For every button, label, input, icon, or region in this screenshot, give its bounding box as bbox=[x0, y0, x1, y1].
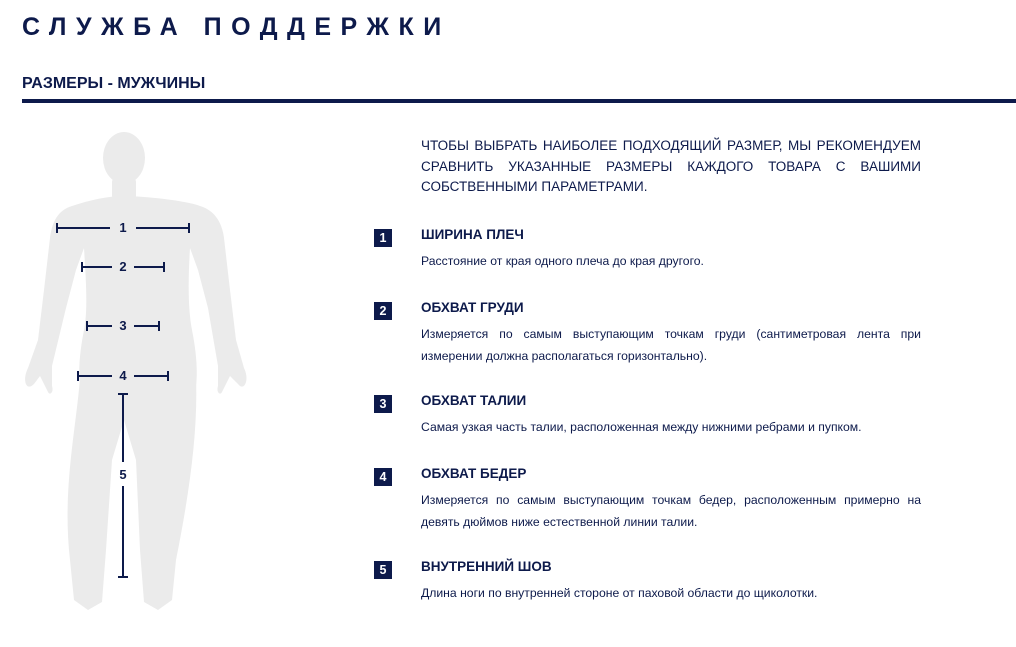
measurement-title: ВНУТРЕННИЙ ШОВ bbox=[421, 559, 552, 574]
page-title: СЛУЖБА ПОДДЕРЖКИ bbox=[22, 13, 451, 41]
section-divider bbox=[22, 99, 1016, 103]
figure-label-3: 3 bbox=[119, 318, 127, 333]
measurement-description: Самая узкая часть талии, расположенная между нижними ребрами и пупком. bbox=[421, 420, 862, 434]
measurement-number: 3 bbox=[374, 395, 392, 413]
measurement-description: Измеряется по самым выступающим точкам груди (сантиметровая лента при измерении должна располагаться горизонтально). bbox=[421, 327, 921, 363]
section-title: РАЗМЕРЫ - МУЖЧИНЫ bbox=[22, 75, 206, 92]
measurement-title: ОБХВАТ ГРУДИ bbox=[421, 300, 524, 315]
figure-label-4: 4 bbox=[119, 368, 127, 383]
figure-label-2: 2 bbox=[119, 259, 127, 274]
measurement-title: ОБХВАТ ТАЛИИ bbox=[421, 393, 527, 408]
measurement-description: Расстояние от края одного плеча до края другого. bbox=[421, 254, 704, 268]
intro-text: ЧТОБЫ ВЫБРАТЬ НАИБОЛЕЕ ПОДХОДЯЩИЙ РАЗМЕР, МЫ РЕКОМЕНДУЕМ СРАВНИТЬ УКАЗАННЫЕ РАЗМЕРЫ КАЖДОГО ТОВАРА С ВАШИМИ СОБСТВЕННЫМИ ПАРАМЕТРАМИ. bbox=[421, 138, 921, 194]
measurement-title: ОБХВАТ БЕДЕР bbox=[421, 466, 527, 481]
figure-label-5: 5 bbox=[119, 467, 127, 482]
measurement-description: Длина ноги по внутренней стороне от паховой области до щиколотки. bbox=[421, 586, 818, 600]
measurement-description: Измеряется по самым выступающим точкам бедер, расположенным примерно на девять дюймов ниже естественной линии талии. bbox=[421, 493, 921, 529]
measurement-number: 4 bbox=[374, 468, 392, 486]
body-silhouette bbox=[25, 132, 246, 610]
measurement-title: ШИРИНА ПЛЕЧ bbox=[421, 227, 524, 242]
measurement-number: 1 bbox=[374, 229, 392, 247]
figure-label-1: 1 bbox=[119, 220, 127, 235]
measurement-number: 5 bbox=[374, 561, 392, 579]
body-figure bbox=[0, 130, 260, 620]
measurement-number: 2 bbox=[374, 302, 392, 320]
